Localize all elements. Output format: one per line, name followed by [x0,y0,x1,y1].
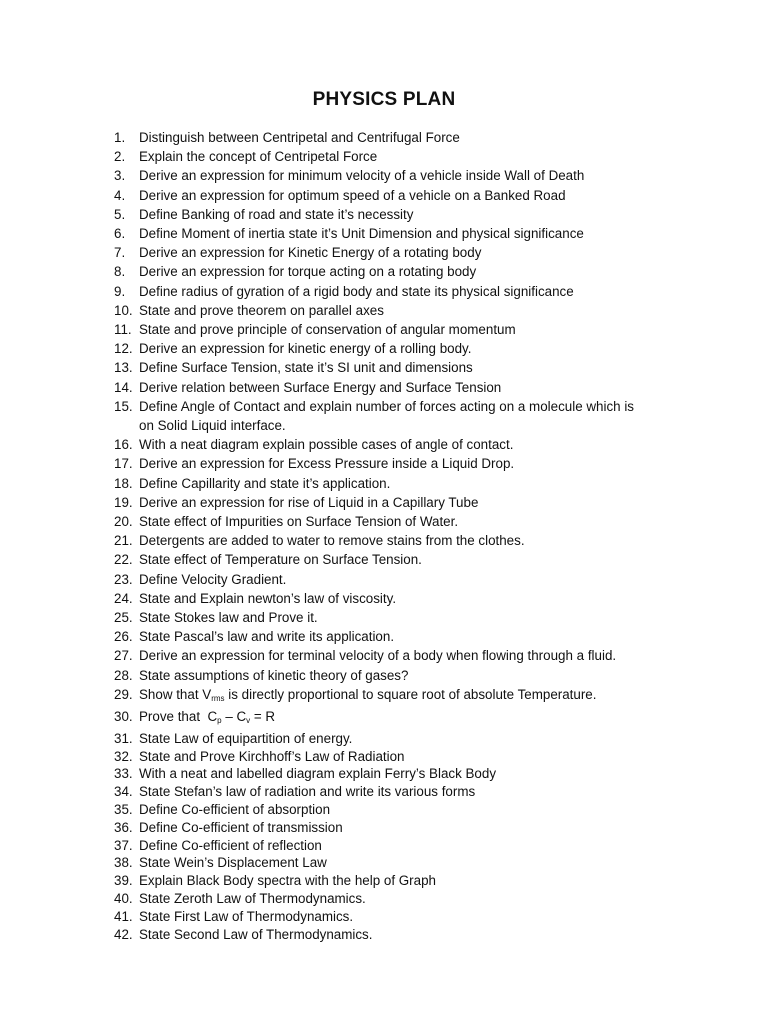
item-text: With a neat and labelled diagram explain Ferry’s Black Body [139,766,497,782]
list-item [114,147,714,166]
item-text: Distinguish between Centripetal and Centrifugal Force [139,130,460,145]
list-item [114,454,714,473]
item-number: 17. [114,456,133,472]
item-text: Derive an expression for kinetic energy of a rolling body. [139,341,472,357]
question-list [114,128,714,943]
item-text: Derive an expression for torque acting on a rotating body [139,264,477,280]
item-text: Define Angle of Contact and explain number of forces acting on a molecule which is on Solid Liquid interface. [139,398,634,434]
item-text: Derive an expression for minimum velocity of a vehicle inside Wall of Death [139,168,585,184]
item-number: 14. [114,379,133,395]
list-item [114,531,714,550]
list-item [114,493,714,512]
list-item [114,301,714,320]
item-number: 32. [114,748,133,764]
item-number: 2. [114,149,126,165]
page-title: PHYSICS PLAN [312,89,456,110]
item-number: 10. [114,302,133,318]
item-number: 41. [114,908,133,924]
item-text: Define Co-efficient of transmission [139,819,343,835]
item-number: 26. [114,629,133,645]
list-item [114,243,714,262]
item-number: 29. [114,686,133,702]
item-number: 40. [114,891,133,907]
item-number: 11. [114,322,132,338]
item-number: 33. [114,766,133,782]
item-text: State First Law of Thermodynamics. [139,908,354,924]
item-text: Define Banking of road and state it’s necessity [139,206,414,222]
list-item [114,378,714,397]
list-item [114,765,714,783]
subscript-v: v [246,716,251,726]
item-number: 4. [114,187,126,203]
list-item [114,783,714,801]
list-item [114,872,714,890]
item-number: 21. [114,533,133,549]
item-text-part: is directly proportional to square root of absolute Temperature. [224,686,597,702]
item-number: 8. [114,264,126,280]
item-number: 1. [114,130,126,145]
item-text-part: Show that V [139,686,212,702]
item-number: 13. [114,360,133,376]
list-item [114,128,714,147]
item-text: With a neat diagram explain possible cases of angle of contact. [139,437,514,453]
item-number: 19. [114,494,133,510]
list-item [114,748,714,766]
item-text: State and Explain newton’s law of viscosity. [139,590,397,606]
item-text-part: = R [250,709,276,725]
list-item [114,224,714,243]
item-text: State and prove principle of conservation of angular momentum [139,322,516,338]
list-item [114,730,714,748]
item-number: 5. [114,206,126,222]
item-number: 23. [114,571,133,587]
item-text: Derive an expression for rise of Liquid in a Capillary Tube [139,494,479,510]
item-text: Define Co-efficient of absorption [139,802,331,818]
list-item [114,627,714,646]
item-text: State and prove theorem on parallel axes [139,302,384,318]
item-number: 3. [114,168,126,184]
item-text: State Second Law of Thermodynamics. [139,926,373,942]
item-text: Define Surface Tension, state it’s SI unit and dimensions [139,360,473,376]
item-text: Derive an expression for optimum speed of a vehicle on a Banked Road [139,187,566,203]
list-item [114,262,714,281]
list-item [114,570,714,589]
item-number: 20. [114,514,133,530]
item-number: 36. [114,819,133,835]
item-text: Derive relation between Surface Energy and Surface Tension [139,379,502,395]
list-item [114,608,714,627]
item-number: 12. [114,341,133,357]
subscript-p: p [217,716,222,726]
list-item [114,282,714,301]
item-number: 6. [114,226,126,242]
item-number: 28. [114,667,133,683]
item-number: 42. [114,926,133,942]
item-text [139,685,714,708]
item-text: Define radius of gyration of a rigid body and state its physical significance [139,283,574,299]
item-text [139,708,714,730]
item-text: Explain the concept of Centripetal Force [139,149,378,165]
list-item [114,801,714,819]
item-text: State Pascal’s law and write its application. [139,629,395,645]
item-number: 30. [114,709,133,725]
item-text: Define Co-efficient of reflection [139,837,322,853]
item-number: 16. [114,437,133,453]
item-text: Explain Black Body spectra with the help of Graph [139,873,436,889]
item-number: 39. [114,873,133,889]
list-item [114,205,714,224]
list-item [114,435,714,454]
item-number: 22. [114,552,133,568]
list-item [114,890,714,908]
list-item [114,186,714,205]
item-text: State assumptions of kinetic theory of gases? [139,667,409,683]
item-number: 34. [114,784,133,800]
item-number: 9. [114,283,126,299]
item-text-part: Prove that C [139,709,218,725]
list-item [114,166,714,185]
item-text: State Zeroth Law of Thermodynamics. [139,891,366,907]
list-item [114,926,714,944]
list-item [114,320,714,339]
item-number: 25. [114,610,133,626]
list-item [114,339,714,358]
item-number: 15. [114,398,133,414]
list-item [114,908,714,926]
list-item [114,666,714,685]
item-number: 37. [114,837,133,853]
item-text: State Wein’s Displacement Law [139,855,327,871]
list-item [114,589,714,608]
subscript-rms: rms [211,693,225,703]
list-item [114,837,714,855]
list-item [114,819,714,837]
list-item [114,854,714,872]
item-text: Define Velocity Gradient. [139,571,287,587]
item-text: State effect of Impurities on Surface Tension of Water. [139,514,459,530]
list-item [114,474,714,493]
item-number: 38. [114,855,133,871]
item-number: 18. [114,475,133,491]
list-item [114,397,714,435]
item-text: Define Capillarity and state it’s application. [139,475,391,491]
item-number: 7. [114,245,126,261]
item-number: 31. [114,730,133,746]
list-item [114,685,714,708]
item-text: Detergents are added to water to remove stains from the clothes. [139,533,525,549]
item-text: State effect of Temperature on Surface Tension. [139,552,422,568]
item-text: Derive an expression for Excess Pressure inside a Liquid Drop. [139,456,515,472]
list-item [114,646,714,665]
list-item [114,358,714,377]
item-number: 35. [114,802,133,818]
item-text: State Stokes law and Prove it. [139,610,318,626]
item-text: State Stefan’s law of radiation and write its various forms [139,784,476,800]
item-text: Define Moment of inertia state it’s Unit Dimension and physical significance [139,226,584,242]
list-item [114,708,714,730]
list-item [114,550,714,569]
item-text: Derive an expression for terminal velocity of a body when flowing through a fluid. [139,648,617,664]
item-number: 24. [114,590,133,606]
item-number: 27. [114,648,133,664]
item-text: State and Prove Kirchhoff’s Law of Radiation [139,748,405,764]
item-text-part: – C [221,709,247,725]
item-text: Derive an expression for Kinetic Energy of a rotating body [139,245,482,261]
list-item [114,512,714,531]
item-text: State Law of equipartition of energy. [139,730,353,746]
